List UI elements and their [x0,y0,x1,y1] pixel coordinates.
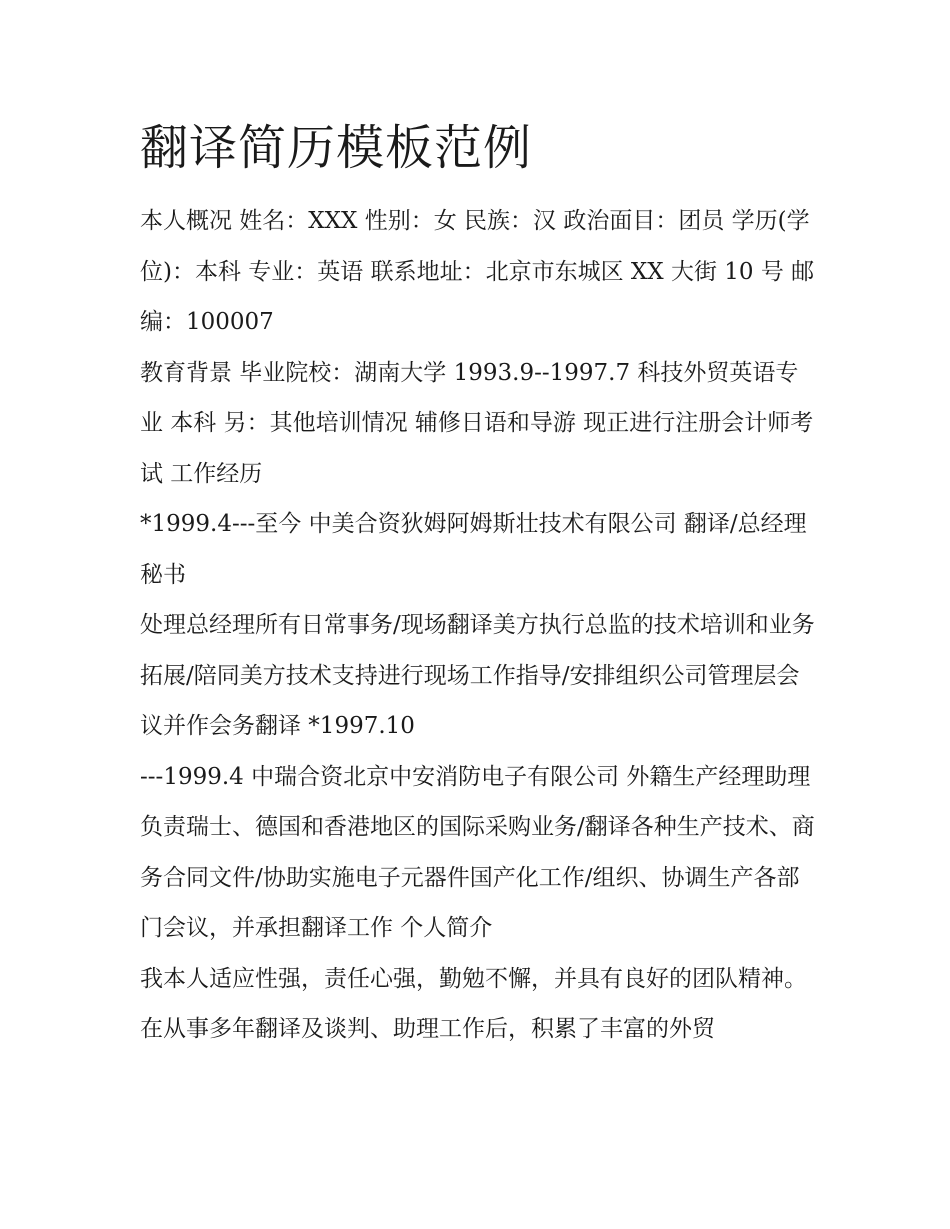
paragraph-job-2-duties: 负责瑞士、德国和香港地区的国际采购业务/翻译各种生产技术、商务合同文件/协助实施电子元器件国产化工作/组织、协调生产各部门会议，并承担翻译工作 个人简介 [140,814,815,941]
paragraph-self-introduction: 我本人适应性强，责任心强，勤勉不懈，并具有良好的团队精神。在从事多年翻译及谈判、助理工作后，积累了丰富的外贸 [140,965,807,1042]
document-title: 翻译简历模板范例 [140,120,533,176]
paragraph-job-1-duties: 处理总经理所有日常事务/现场翻译美方执行总监的技术培训和业务拓展/陪同美方技术支持进行现场工作指导/安排组织公司管理层会议并作会务翻译 *1997.10 [140,612,815,739]
paragraph-education: 教育背景 毕业院校：湖南大学 1993.9--1997.7 科技外贸英语专业 本科 另：其他培训情况 辅修日语和导游 现正进行注册会计师考试 工作经历 [140,359,814,487]
paragraph-job-2-header: ---1999.4 中瑞合资北京中安消防电子有限公司 外籍生产经理助理 [140,763,811,790]
document-page [140,110,820,1055]
paragraph-job-1-header: *1999.4---至今 中美合资狄姆阿姆斯壮技术有限公司 翻译/总经理秘书 [140,511,807,588]
paragraph-personal-info: 本人概况 姓名：XXX 性别：女 民族：汉 政治面目：团员 学历(学位)：本科 专业：英语 联系地址：北京市东城区 XX 大街 10 号 邮编：100007 [140,208,815,335]
